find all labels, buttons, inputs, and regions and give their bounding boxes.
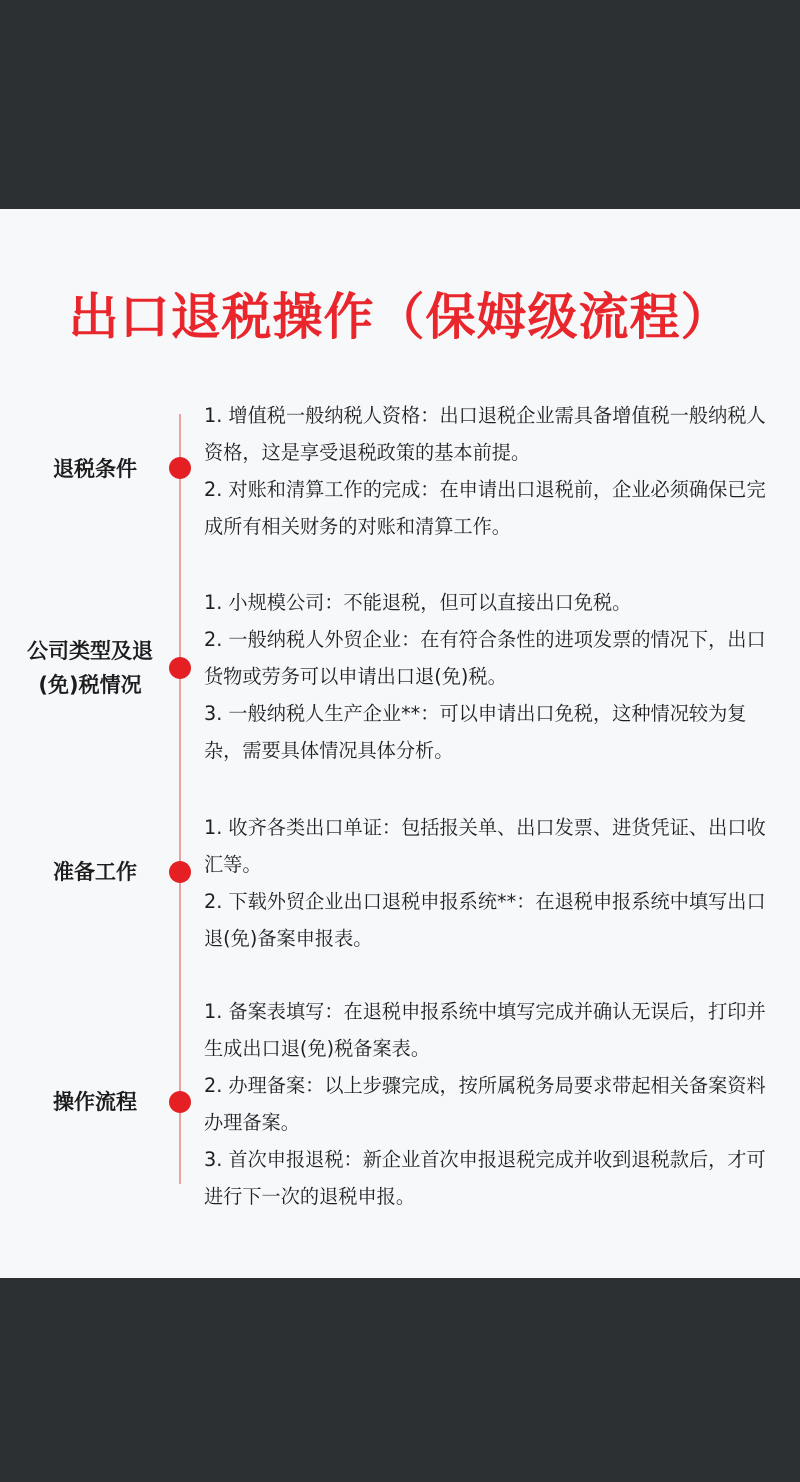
section-items — [204, 809, 779, 957]
list-item: 2. 对账和清算工作的完成：在申请出口退税前，企业必须确保已完成所有相关财务的对账和清算工作。 — [204, 478, 766, 538]
list-item: 2. 一般纳税人外贸企业：在有符合条性的进项发票的情况下，出口货物或劳务可以申请出口退(免)税。 — [204, 628, 766, 688]
timeline-dot — [169, 457, 191, 479]
section-items — [204, 993, 779, 1215]
timeline-dot — [169, 861, 191, 883]
section-label: 公司类型及退(免)税情况 — [27, 639, 153, 697]
list-item: 2. 下载外贸企业出口退税申报系统**：在退税申报系统中填写出口退(免)备案申报表。 — [204, 890, 766, 950]
list-item: 1. 备案表填写：在退税申报系统中填写完成并确认无误后，打印并生成出口退(免)税备案表。 — [204, 1000, 766, 1060]
list-item: 3. 首次申报退税：新企业首次申报退税完成并收到退税款后，才可进行下一次的退税申报。 — [204, 1148, 766, 1208]
content-card — [0, 209, 800, 1278]
page-title: 出口退税操作（保姆级流程） — [68, 288, 732, 346]
list-item: 1. 小规模公司：不能退税，但可以直接出口免税。 — [204, 591, 632, 614]
timeline-dot — [169, 1091, 191, 1113]
timeline-line — [179, 414, 181, 1184]
section-label: 准备工作 — [53, 860, 137, 884]
section-label: 操作流程 — [53, 1090, 137, 1114]
list-item: 1. 收齐各类出口单证：包括报关单、出口发票、进货凭证、出口收汇等。 — [204, 816, 766, 876]
list-item: 2. 办理备案：以上步骤完成，按所属税务局要求带起相关备案资料办理备案。 — [204, 1074, 766, 1134]
list-item: 3. 一般纳税人生产企业**：可以申请出口免税，这种情况较为复杂，需要具体情况具体分析。 — [204, 702, 747, 762]
section-items — [204, 397, 779, 545]
section-label: 退税条件 — [53, 457, 137, 481]
list-item: 1. 增值税一般纳税人资格：出口退税企业需具备增值税一般纳税人资格，这是享受退税政策的基本前提。 — [204, 404, 766, 464]
section-items — [204, 584, 779, 769]
timeline-dot — [169, 657, 191, 679]
